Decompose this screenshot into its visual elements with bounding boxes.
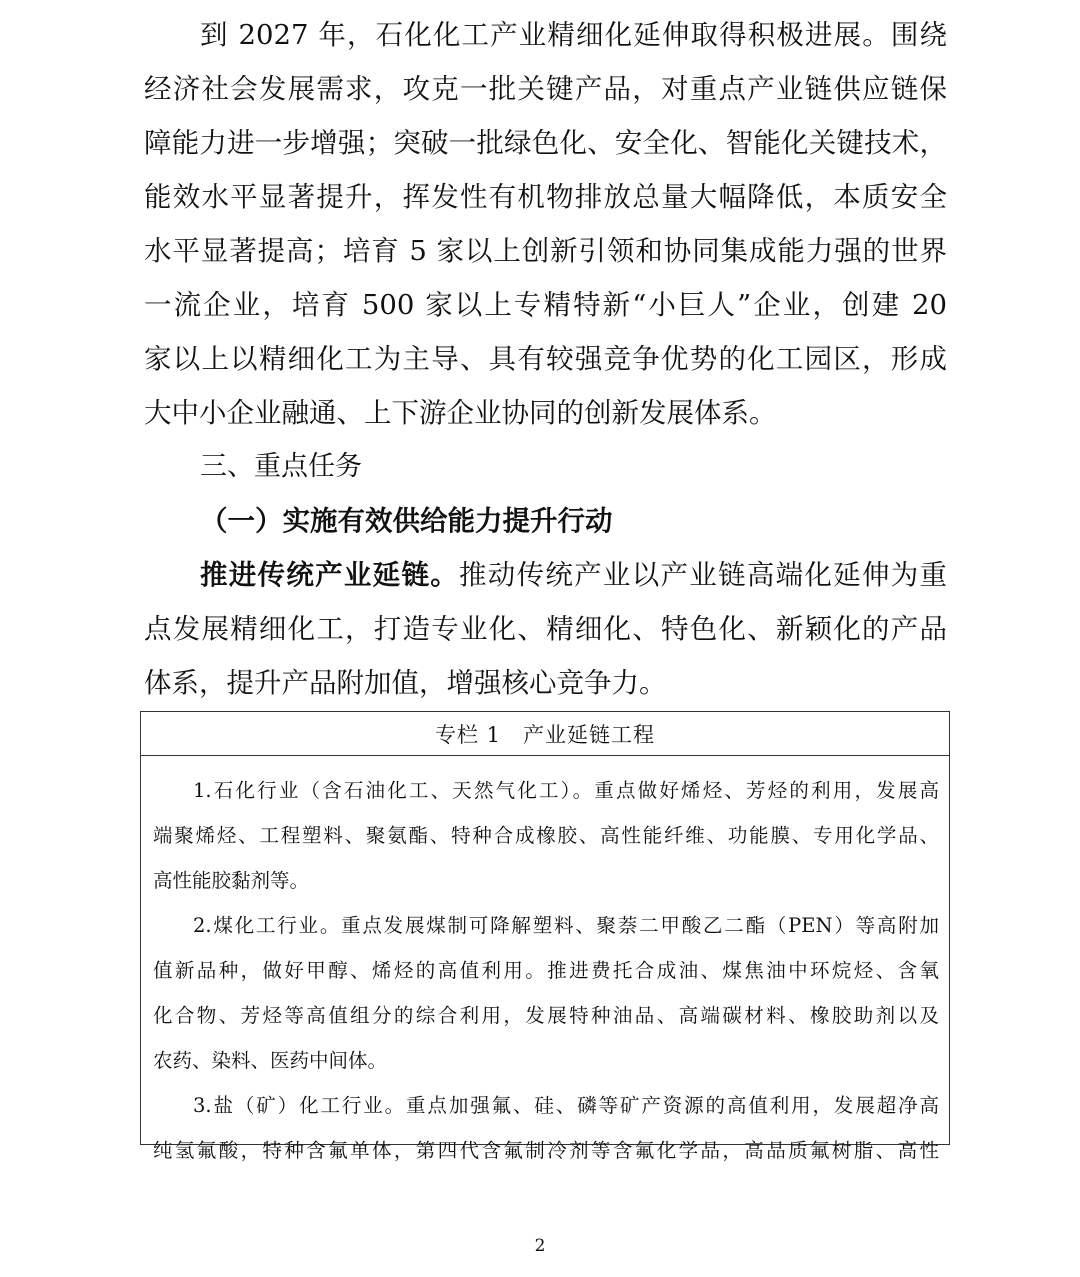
subsection-heading: （一）实施有效供给能力提升行动 <box>200 505 613 537</box>
paragraph-targets <box>144 8 947 440</box>
box-line: 2.煤化工行业。重点发展煤制可降解塑料、聚萘二甲酸乙二酯（PEN）等高附加 <box>193 914 939 937</box>
text-line: 障能力进一步增强；突破一批绿色化、安全化、智能化关键技术， <box>144 127 947 159</box>
text-line: 经济社会发展需求，攻克一批关键产品，对重点产业链供应链保 <box>144 73 947 105</box>
text-line: 点发展精细化工，打造专业化、精细化、特色化、新颖化的产品 <box>144 613 947 645</box>
text-line: 体系，提升产品附加值，增强核心竞争力。 <box>144 667 667 699</box>
box-line: 高性能胶黏剂等。 <box>153 869 310 892</box>
box-line: 纯氢氟酸，特种含氟单体，第四代含氟制冷剂等含氟化学品，高品质氟树脂、高性 <box>153 1139 939 1162</box>
paragraph-extend-chain <box>144 548 947 710</box>
text-line: 能效水平显著提升，挥发性有机物排放总量大幅降低，本质安全 <box>144 181 947 213</box>
box-item <box>153 768 939 903</box>
text-line: 水平显著提高；培育 5 家以上创新引领和协同集成能力强的世界 <box>144 235 947 267</box>
page-number: 2 <box>534 1236 546 1256</box>
column-box-body <box>141 756 949 1173</box>
text-line: 一流企业，培育 500 家以上专精特新“小巨人”企业，创建 20 <box>144 289 947 321</box>
column-box <box>140 711 950 1162</box>
box-item <box>153 903 939 1083</box>
text-line <box>144 548 947 602</box>
column-box-title: 专栏 1 产业延链工程 <box>141 712 949 756</box>
paragraph-lead-rest: 推动传统产业以产业链高端化延伸为重 <box>459 559 948 591</box>
box-line: 化合物、芳烃等高值组分的综合利用，发展特种油品、高端碳材料、橡胶助剂以及 <box>153 1004 939 1027</box>
box-line: 农药、染料、医药中间体。 <box>153 1049 388 1072</box>
paragraph-lead: 推进传统产业延链。 <box>200 559 460 591</box>
document-body <box>144 8 947 710</box>
box-line: 值新品种，做好甲醇、烯烃的高值利用。推进费托合成油、煤焦油中环烷烃、含氧 <box>153 959 939 982</box>
box-line: 1.石化行业（含石油化工、天然气化工）。重点做好烯烃、芳烃的利用，发展高 <box>193 779 939 802</box>
text-line: 到 2027 年，石化化工产业精细化延伸取得积极进展。围绕 <box>200 19 947 51</box>
text-line: 家以上以精细化工为主导、具有较强竞争优势的化工园区，形成 <box>144 343 947 375</box>
text-line: 大中小企业融通、上下游企业协同的创新发展体系。 <box>144 397 777 429</box>
section-heading: 三、重点任务 <box>200 451 362 482</box>
box-line: 3.盐（矿）化工行业。重点加强氟、硅、磷等矿产资源的高值利用，发展超净高 <box>193 1094 939 1117</box>
box-line: 端聚烯烃、工程塑料、聚氨酯、特种合成橡胶、高性能纤维、功能膜、专用化学品、 <box>153 824 939 847</box>
box-item <box>153 1083 939 1173</box>
